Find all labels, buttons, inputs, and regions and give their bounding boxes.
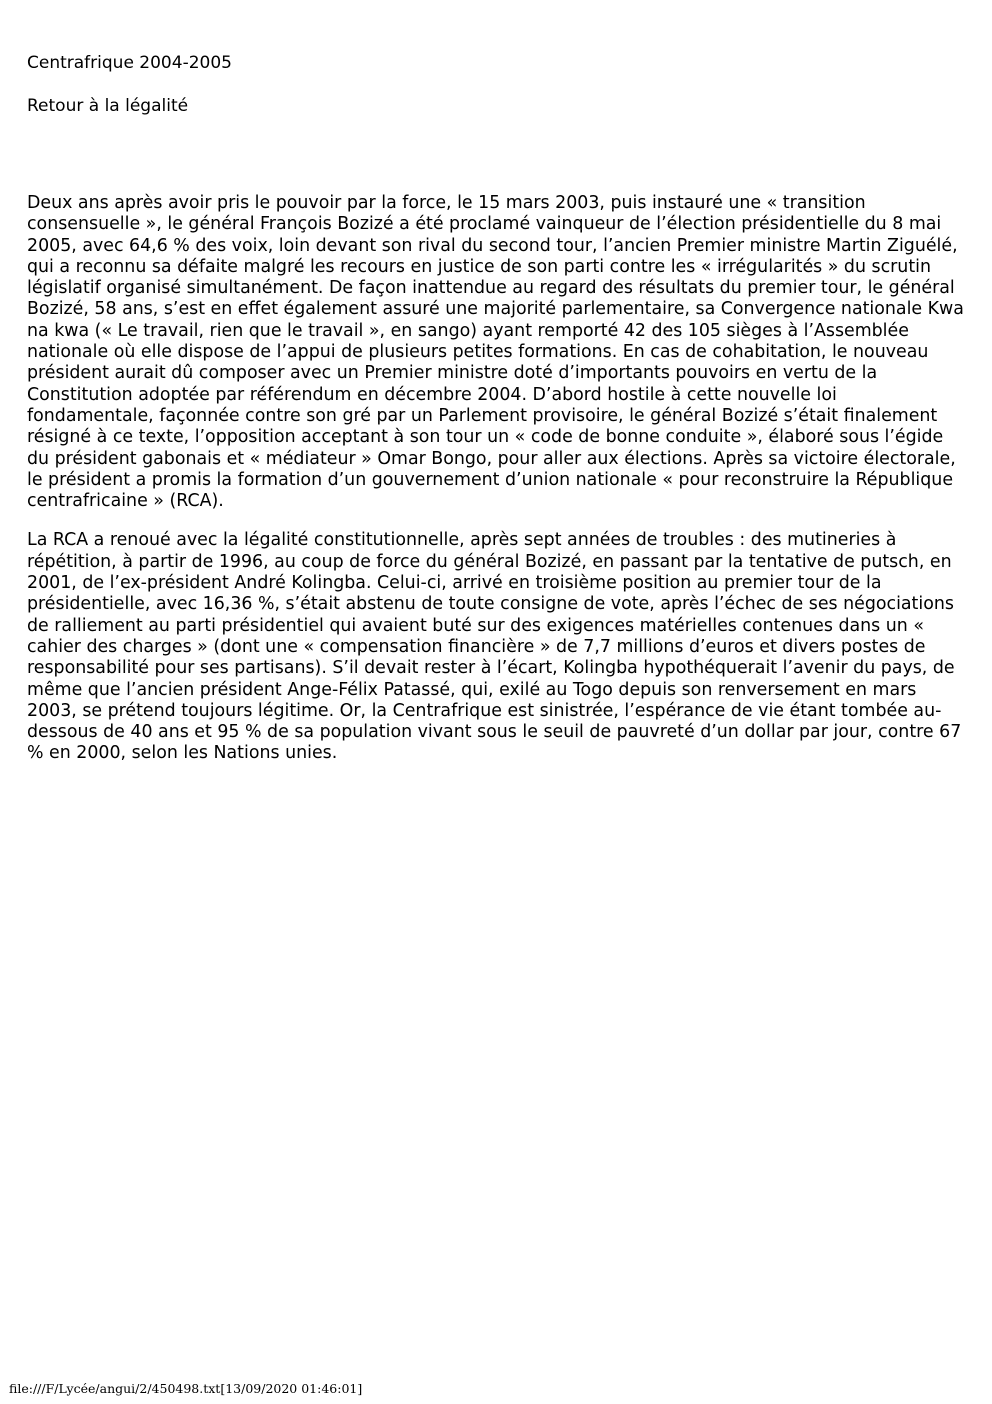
footer-file-path: file:///F/Lycée/angui/2/450498.txt[13/09/2020 01:46:01]	[9, 1381, 363, 1396]
paragraph: La RCA a renoué avec la légalité constitutionnelle, après sept années de troubles : des mutineries à répétition, à partir de 1996, au coup de force du général Bozizé, en passant par la tentative de putsch, en 2001, de l’ex-président André Kolingba. Celui-ci, arrivé en troisième position au premier tour de la présidentielle, avec 16,36 %, s’était abstenu de toute consigne de vote, après l’échec de ses négociations de ralliement au parti présidentiel qui avaient buté sur des exigences matérielles contenues dans un « cahier des charges » (dont une « compensation financière » de 7,7 millions d’euros et divers postes de responsabilité pour ses partisans). S’il devait rester à l’écart, Kolingba hypothéquerait l’avenir du pays, de même que l’ancien président Ange-Félix Patassé, qui, exilé au Togo depuis son renversement en mars 2003, se prétend toujours légitime. Or, la Centrafrique est sinistrée, l’espérance de vie étant tombée au-dessous de 40 ans et 95 % de sa population vivant sous le seuil de pauvreté d’un dollar par jour, contre 67 % en 2000, selon les Nations unies.	[27, 530, 962, 764]
document-title: Centrafrique 2004-2005	[27, 53, 232, 73]
article-body	[27, 193, 967, 765]
document-page	[27, 51, 967, 783]
document-subtitle: Retour à la légalité	[27, 96, 189, 116]
paragraph: Deux ans après avoir pris le pouvoir par la force, le 15 mars 2003, puis instauré une « transition consensuelle », le général François Bozizé a été proclamé vainqueur de l’élection présidentielle du 8 mai 2005, avec 64,6 % des voix, loin devant son rival du second tour, l’ancien Premier ministre Martin Ziguélé, qui a reconnu sa défaite malgré les recours en justice de son parti contre les « irrégularités » du scrutin législatif organisé simultanément. De façon inattendue au regard des résultats du premier tour, le général Bozizé, 58 ans, s’est en effet également assuré une majorité parlementaire, sa Convergence nationale Kwa na kwa (« Le travail, rien que le travail », en sango) ayant remporté 42 des 105 sièges à l’Assemblée nationale où elle dispose de l’appui de plusieurs petites formations. En cas de cohabitation, le nouveau président aurait dû composer avec un Premier ministre doté d’importants pouvoirs en vertu de la Constitution adoptée par référendum en décembre 2004. D’abord hostile à cette nouvelle loi fondamentale, façonnée contre son gré par un Parlement provisoire, le général Bozizé s’était finalement résigné à ce texte, l’opposition acceptant à son tour un « code de bonne conduite », élaboré sous l’égide du président gabonais et « médiateur » Omar Bongo, pour aller aux élections. Après sa victoire électorale, le président a promis la formation d’un gouvernement d’union nationale « pour reconstruire la République centrafricaine » (RCA).	[27, 193, 964, 512]
